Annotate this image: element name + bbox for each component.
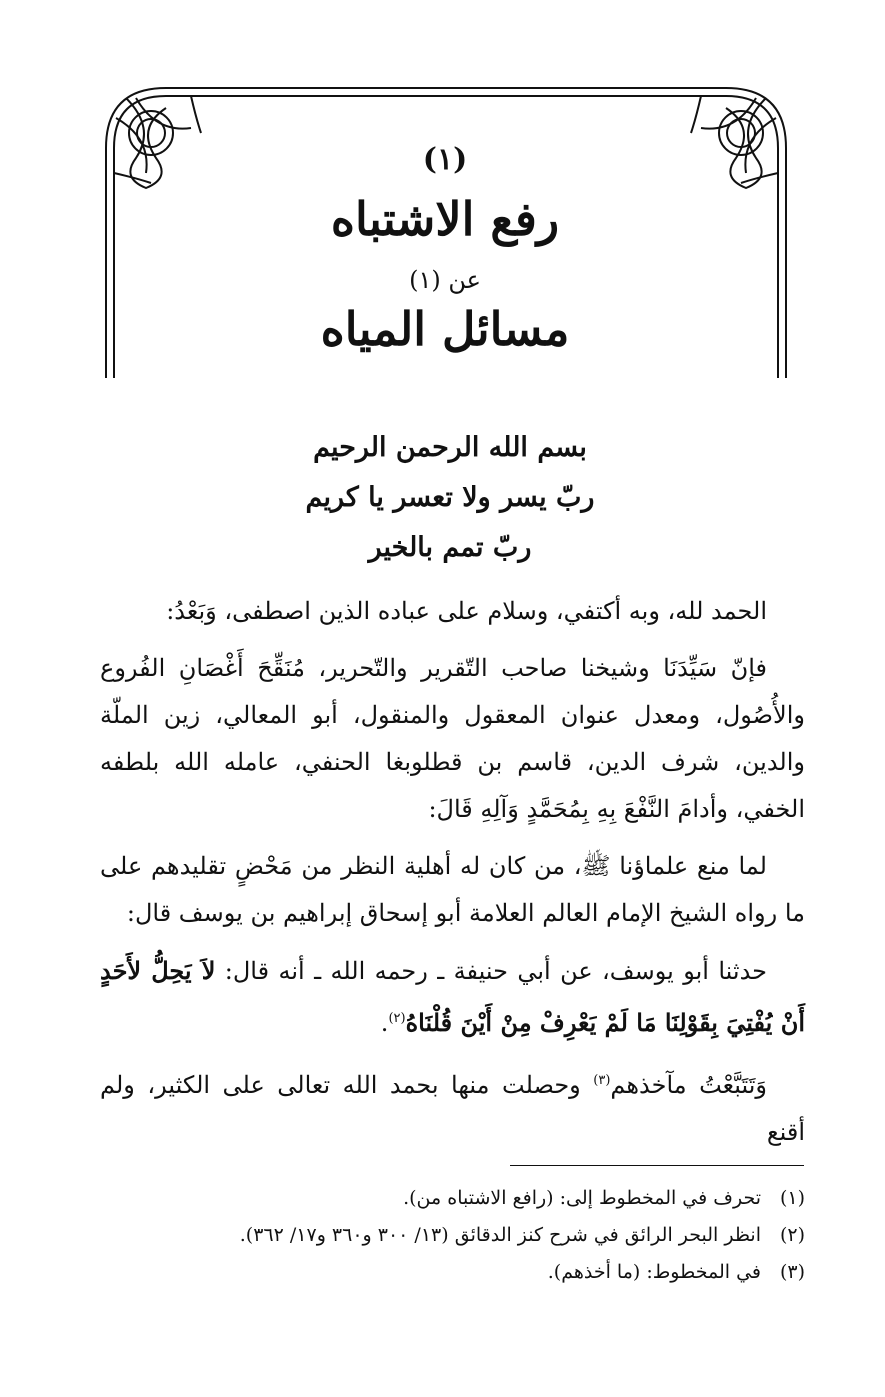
quoted-saying: لاَ يَحِلُّ لأَحَدٍ أَنْ يُفْتِيَ بِقَوْلِنَا مَا لَمْ يَعْرِفْ مِنْ أَيْنَ قُلْنَاهُ (100, 956, 805, 1037)
footnote-number: (١) (779, 1187, 805, 1209)
footnote-separator (510, 1165, 804, 1166)
period: . (380, 1009, 389, 1037)
footnote-ref: (٣) (593, 1073, 611, 1088)
paragraph: لما منع علماؤنا ﷺ، من كان له أهلية النظر من مَحْضٍ تقليدهم على ما رواه الشيخ الإمام العالم العلامة أبو إسحاق إبراهيم بن يوسف قال: (100, 852, 805, 927)
basmala: بسم الله الرحمن الرحيم (313, 432, 587, 463)
footnote-number: (٢) (779, 1224, 805, 1246)
title-connector (140, 266, 750, 294)
book-subtitle: مسائل المياه (320, 302, 570, 356)
paragraph (100, 1057, 805, 1156)
footnote-number: (٣) (779, 1261, 805, 1283)
footnotes (100, 1180, 805, 1291)
text-segment: وَتَتَبَّعْتُ مآخذهم (610, 1071, 767, 1099)
footnote (100, 1180, 805, 1217)
invocation-line: ربّ يسر ولا تعسر يا كريم (305, 482, 595, 513)
footnote-ref: (٢) (388, 1011, 406, 1026)
book-title: رفع الاشتباه (330, 192, 560, 246)
paragraph: الحمد لله، وبه أكتفي، وسلام على عباده الذين اصطفى، وَبَعْدُ: (166, 597, 767, 625)
footnote (100, 1217, 805, 1254)
footnote-text: انظر البحر الرائق في شرح كنز الدقائق (١٣/ ٣٠٠ و٣٦٠ و١٧/ ٣٦٢). (239, 1224, 761, 1246)
connector-word: عن (448, 266, 481, 294)
main-text (100, 588, 805, 1166)
text-segment: وحصلت منها بحمد الله تعالى على الكثير، ولم أقنع (100, 1071, 805, 1146)
footnote-text: تحرف في المخطوط إلى: (رافع الاشتباه من). (403, 1187, 761, 1209)
paragraph (100, 947, 805, 1047)
connector-footnote-ref: (١) (409, 266, 441, 294)
invocation-line-2: ربّ تمم بالخير (368, 532, 532, 563)
footnote-text: في المخطوط: (ما أخذهم). (547, 1261, 761, 1283)
chapter-number: (١) (422, 142, 468, 177)
narration-intro: حدثنا أبو يوسف، عن أبي حنيفة ـ رحمه الله ـ أنه قال: (215, 957, 767, 985)
paragraph: فإنّ سَيِّدَنَا وشيخنا صاحب التّقرير والتّحرير، مُنَقِّحَ أَغْصَانِ الفُروع والأُصُول، ومعدل عنوان المعقول والمنقول، أبو المعالي، زين الملّة والدين، شرف الدين، قاسم بن قطلوبغا الحنفي، عامله الله بلطفه الخفي، وأدامَ النَّفْعَ بِهِ بِمُحَمَّدٍ وَآلِهِ قَالَ: (100, 654, 805, 823)
footnote (100, 1254, 805, 1291)
